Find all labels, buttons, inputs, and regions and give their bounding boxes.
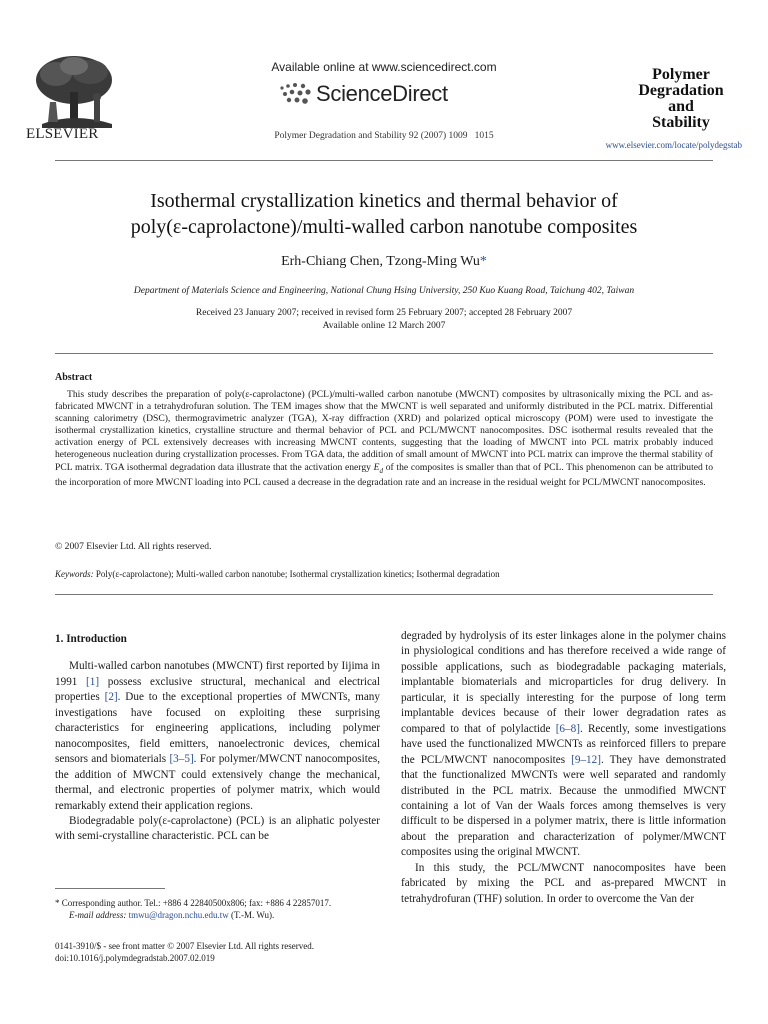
text-run: possess exclusive structural, mechanical and electrical properties — [55, 675, 381, 704]
abstract-text-part: of the composites is smaller than that of PCL. This phenomenon can be attributed to the incorporation of more MWCNT loading into PCL caused a decrease in the degradation rate and an increase in the residual weight for PCL/MWCNT nanocomposites. — [55, 461, 713, 488]
journal-title — [626, 67, 736, 131]
issn-line: 0141-3910/$ - see front matter © 2007 Elsevier Ltd. All rights reserved. — [55, 941, 315, 951]
abstract-copyright: © 2007 Elsevier Ltd. All rights reserved. — [55, 541, 212, 552]
text-run: . Recently, some investigations have used the functionalized MWCNTs as reinforced fillers to prepare the PCL/MWCNT nanocomposites — [401, 722, 726, 766]
abstract-text — [55, 389, 713, 489]
keywords — [55, 569, 500, 579]
body-column-right — [401, 629, 726, 907]
author-affiliation: Department of Materials Science and Engineering, National Chung Hsing University, 250 Kuo Kuang Road, Taichung 402, Taiwan — [133, 286, 635, 296]
text-run: Multi-walled carbon nanotubes (MWCNT) first reported by Iijima in 1991 — [55, 660, 380, 688]
email-label: E-mail address: — [69, 910, 127, 920]
abstract-top-divider — [55, 353, 713, 354]
text-run: degraded by hydrolysis of its ester linkages alone in the polymer chains in physiological conditions and has therefore received a wide range of possible applications, such as biodegradable packaging materials, implantable biomaterials and microparticles for drug delivery. In particular, it is specially interesting for the purpose of long term implantable devices because of their lower degradation rates as compared to that of polylactide — [401, 630, 726, 735]
citation-link[interactable]: [6–8] — [555, 722, 580, 735]
sciencedirect-wordmark: ScienceDirect — [316, 81, 448, 106]
activation-energy-subscript: d — [379, 466, 383, 475]
intro-paragraph-1 — [55, 659, 380, 814]
corresponding-author-link[interactable]: * — [479, 254, 487, 269]
citation-link[interactable]: [2] — [104, 691, 118, 704]
body-column-left — [55, 629, 380, 845]
author-names: Erh-Chiang Chen, Tzong-Ming Wu — [281, 254, 480, 269]
available-online-text[interactable]: Available online at www.sciencedirect.com — [271, 60, 497, 74]
article-title-line-1: Isothermal crystallization kinetics and thermal behavior of — [150, 190, 618, 212]
citation-link[interactable]: [1] — [86, 675, 100, 688]
journal-title-line: Polymer — [652, 66, 710, 83]
footnote-divider — [55, 888, 165, 889]
intro-paragraph-3: In this study, the PCL/MWCNT nanocomposites have been fabricated by mixing the PCL and as-prepared MWCNT in tetrahydrofuran (THF) solution. In order to overcome the Van der — [401, 861, 726, 905]
activation-energy-symbol: E — [373, 461, 380, 473]
journal-citation: Polymer Degradation and Stability 92 (2007) 1009 1015 — [274, 131, 494, 141]
intro-paragraph-2: Biodegradable poly(ε-caprolactone) (PCL) is an aliphatic polyester with semi-crystalline characteristic. PCL can be — [55, 814, 380, 843]
front-matter — [55, 940, 314, 964]
citation-link[interactable]: [9–12] — [571, 753, 601, 766]
journal-title-line: and — [668, 98, 694, 115]
doi-line[interactable]: doi:10.1016/j.polymdegradstab.2007.02.019 — [55, 953, 215, 963]
email-line — [55, 909, 385, 921]
sciencedirect-logo[interactable] — [278, 80, 478, 110]
header-divider — [55, 160, 713, 161]
abstract-bottom-divider — [55, 594, 713, 595]
article-title-line-2: poly(ε-caprolactone)/multi-walled carbon nanotube composites — [130, 216, 638, 238]
abstract-heading: Abstract — [55, 372, 93, 383]
email-link[interactable]: tmwu@dragon.nchu.edu.tw — [128, 910, 229, 920]
journal-url-link[interactable]: www.elsevier.com/locate/polydegstab — [605, 140, 742, 150]
citation-link[interactable]: [3–5] — [169, 753, 194, 766]
email-suffix: (T.-M. Wu). — [228, 910, 275, 920]
article-title — [40, 188, 728, 240]
author-list — [0, 254, 768, 270]
text-run: . For polymer/MWCNT nanocomposites, the addition of MWCNT could extensively change the mechanical, thermal, and electronic properties of polymer matrix, which would remarkably extend their application regions. — [55, 753, 380, 812]
keywords-list: Poly(ε-caprolactone); Multi-walled carbon nanotube; Isothermal crystallization kinetics; Isothermal degradation — [93, 569, 500, 579]
sciencedirect-dots-icon — [278, 82, 314, 108]
section-heading-introduction: 1. Introduction — [55, 633, 127, 645]
corresponding-author-contact: * Corresponding author. Tel.: +886 4 22840500x806; fax: +886 4 22857017. — [55, 898, 332, 908]
article-dates — [0, 307, 768, 333]
journal-title-line: Stability — [652, 114, 710, 131]
abstract-text-part: This study describes the preparation of poly(ε-caprolactone) (PCL)/multi-walled carbon nanotube (MWCNT) composites by ultrasonically mixing the PCL and as-fabricated MWCNT in a tetrahydrofuran solution. The TEM images show that the MWCNT is well separated and uniformly distributed in the PCL matrix. Differential scanning calorimetry (DSC), thermogravimetric analyzer (TGA), X-ray diffraction (XRD) and polarized optical microscopy (POM) were used to investigate the isothermal crystallization kinetics, crystalline structure and thermal behavior of PCL and PCL/MWCNT nanocomposites. DSC isothermal results revealed that the activation energy of PCL extensively decreases with increasing MWCNT contents, suggesting that the loading of MWCNT into PCL matrix probably induced heterogeneous nucleation during crystallization processes. From TGA data, the addition of small amount of MWCNT into PCL matrix can improve the thermal stability of PCL matrix. TGA isothermal degradation data illustrate that the activation energy — [55, 389, 713, 473]
available-online-date: Available online 12 March 2007 — [322, 321, 446, 331]
publisher-name: ELSEVIER — [26, 126, 99, 142]
intro-paragraph-2-continued — [401, 629, 726, 861]
keywords-label: Keywords: — [55, 569, 94, 579]
text-run: . They have demonstrated that the functionalized MWCNTs were well separated and randomly distributed in the PCL matrix. Because the unmodified MWCNT containing a lot of Van der Waals forces among themselves is very difficult to be dispersed in a polymer matrix, there is little information about the preparation and characterization of polymer/MWCNT composites using the original MWCNT. — [401, 753, 726, 859]
received-dates: Received 23 January 2007; received in revised form 25 February 2007; accepted 28 February 2007 — [195, 308, 573, 318]
journal-title-line: Degradation — [638, 82, 724, 99]
text-run: . Due to the exceptional properties of MWCNTs, many investigations have focused on exploiting these surprising characteristics for engineering applications, including polymer nanocomposites, field emitters, nanoelectronic devices, chemical sensors and biomaterials — [55, 691, 380, 766]
corresponding-author-footnote — [55, 897, 385, 921]
